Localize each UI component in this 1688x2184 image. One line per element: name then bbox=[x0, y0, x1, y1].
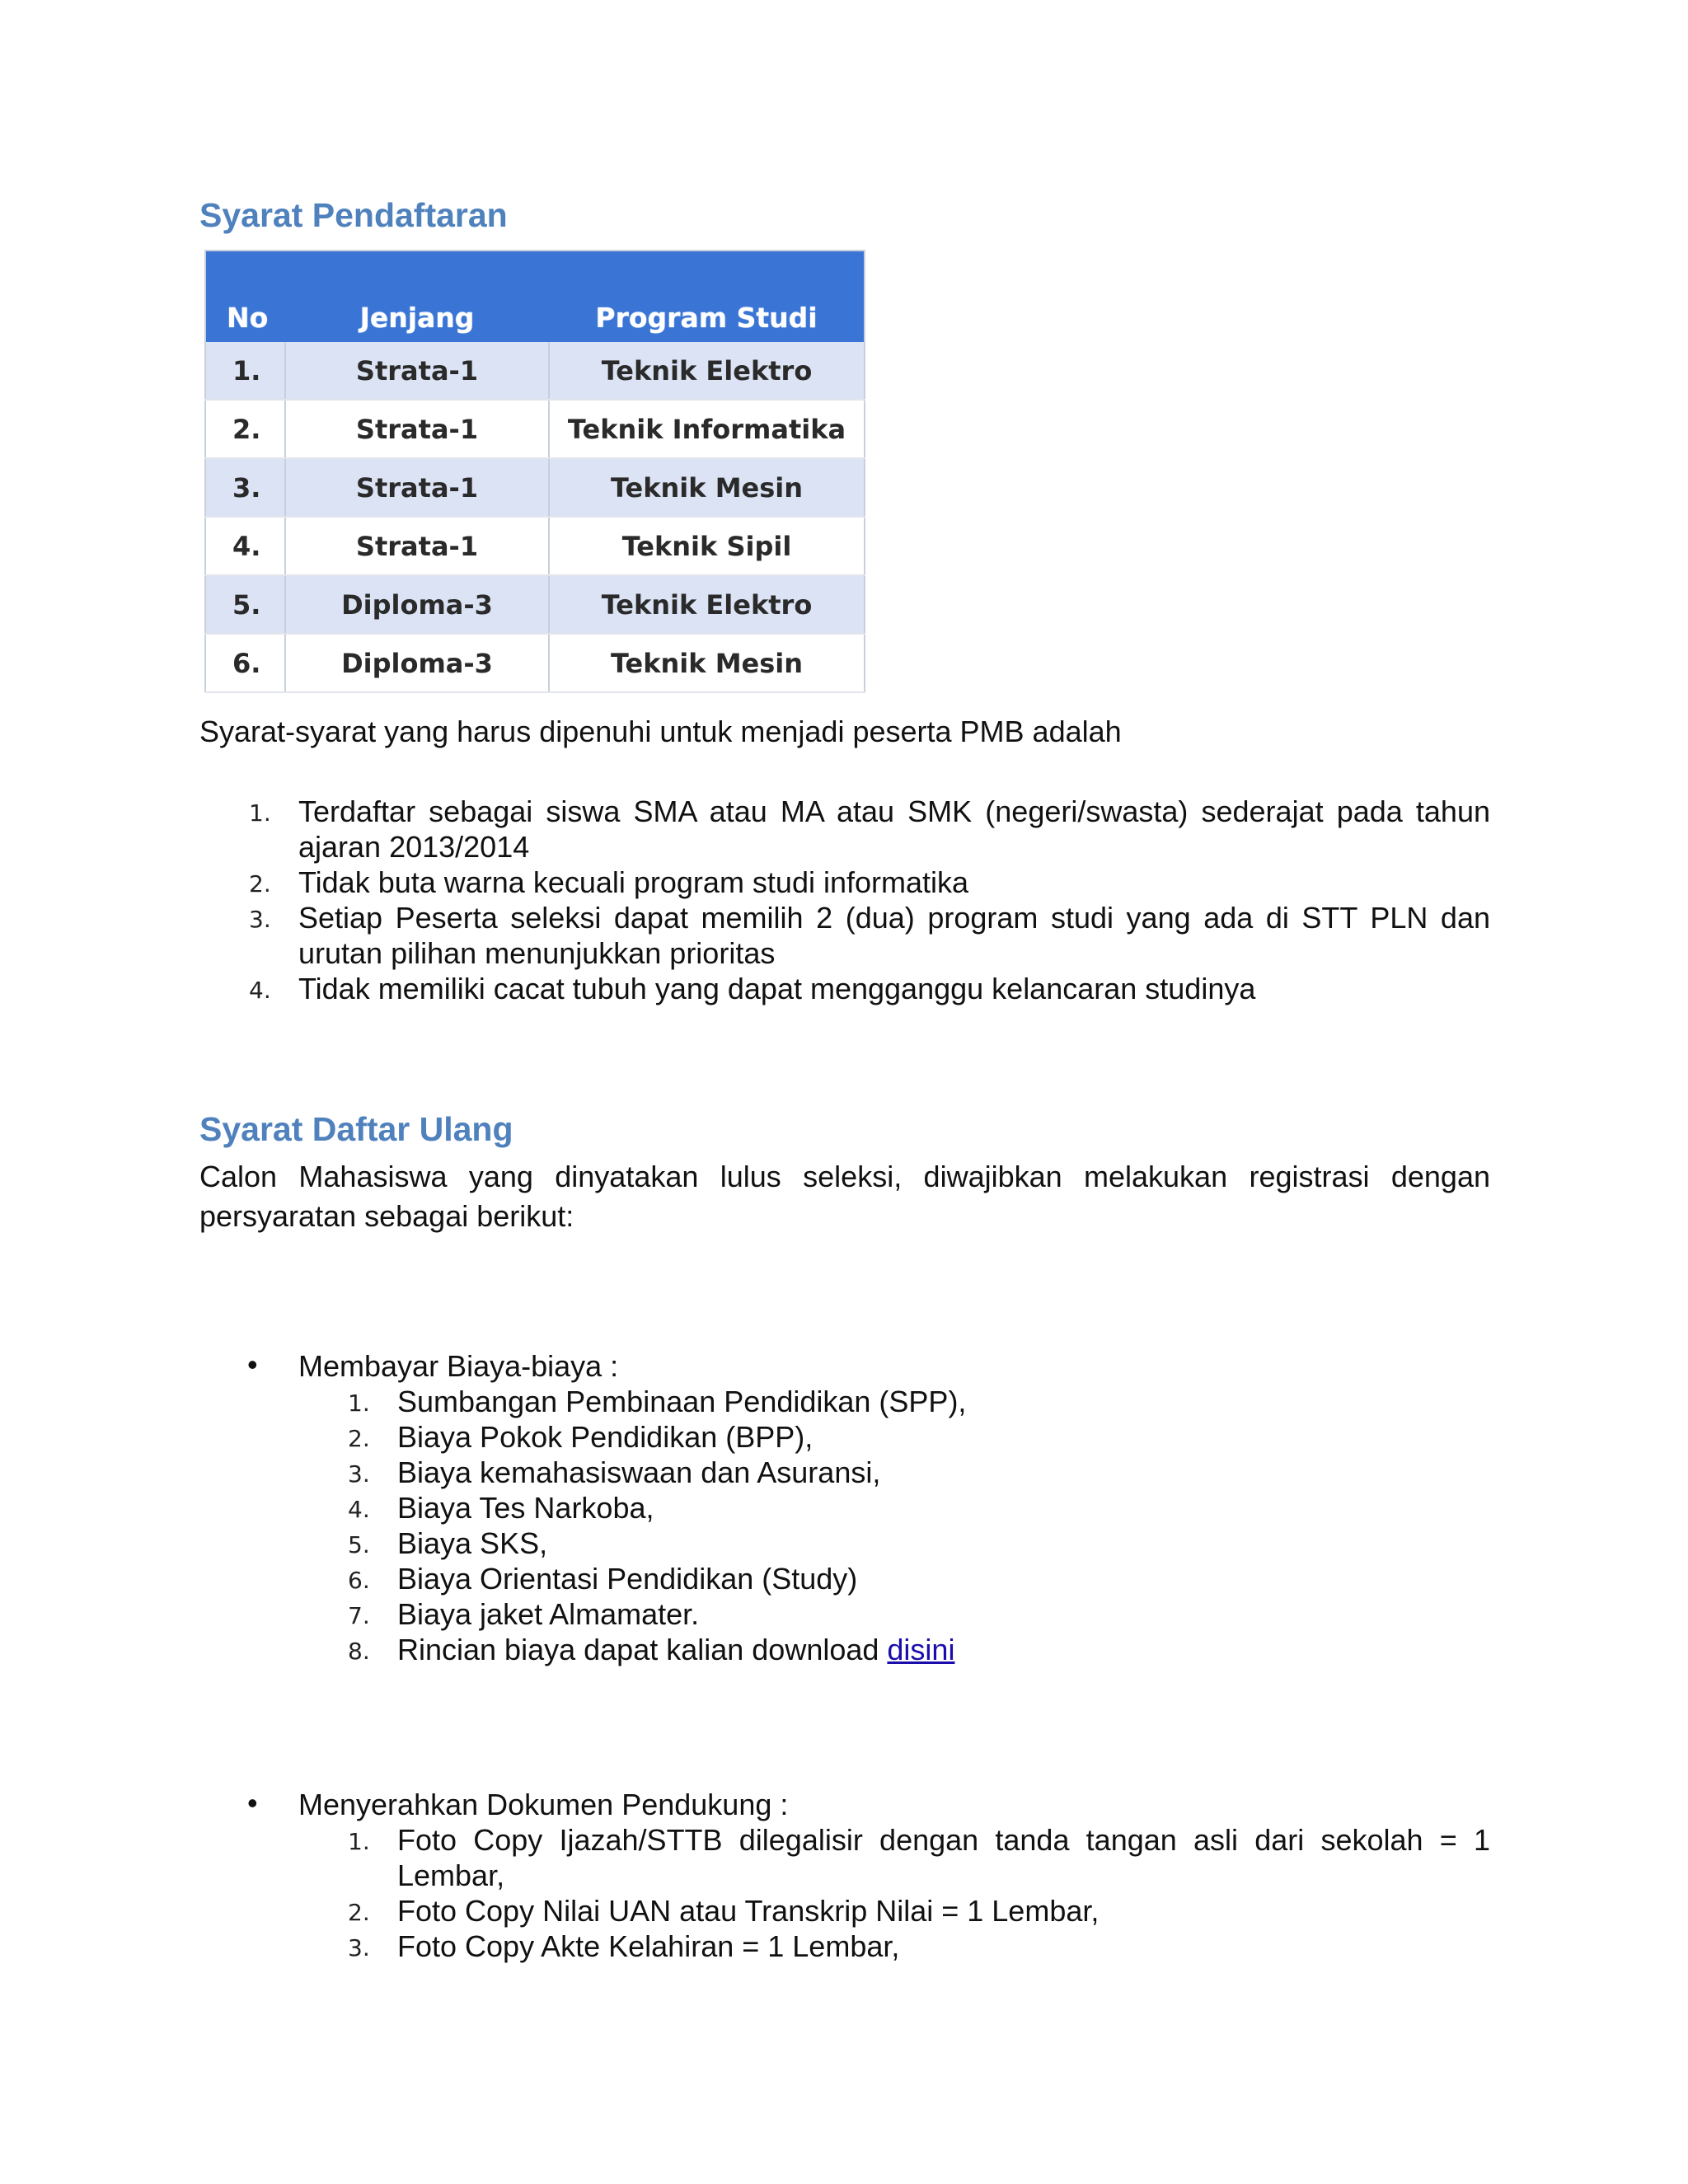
table-header-row bbox=[205, 251, 865, 342]
table-cell-jenjang: Strata-1 bbox=[285, 517, 549, 575]
list-number: 1. bbox=[348, 1828, 370, 1855]
list-item bbox=[298, 1490, 1490, 1526]
registration-intro: Calon Mahasiswa yang dinyatakan lulus seleksi, diwajibkan melakukan registrasi dengan persyaratan sebagai berikut: bbox=[199, 1160, 1490, 1233]
table-cell-no: 2. bbox=[205, 400, 285, 458]
list-number: 8. bbox=[348, 1638, 370, 1665]
table-cell-program-studi: Teknik Elektro bbox=[549, 342, 865, 400]
list-item bbox=[199, 865, 1490, 900]
table-cell-jenjang: Diploma-3 bbox=[285, 575, 549, 634]
list-number: 1. bbox=[348, 1390, 370, 1417]
list-item bbox=[199, 971, 1490, 1006]
list-text: Biaya kemahasiswaan dan Asuransi, bbox=[397, 1455, 881, 1489]
list-number: 4. bbox=[249, 977, 271, 1004]
list-item bbox=[298, 1561, 1490, 1596]
list-text: Tidak memiliki cacat tubuh yang dapat mengganggu kelancaran studinya bbox=[298, 972, 1256, 1005]
table-cell-program-studi: Teknik Mesin bbox=[549, 458, 865, 517]
list-item bbox=[199, 794, 1490, 865]
list-item bbox=[298, 1893, 1490, 1929]
bullet-icon: • bbox=[247, 1347, 258, 1381]
section-title-syarat-pendaftaran: Syarat Pendaftaran bbox=[199, 196, 508, 234]
table-cell-no: 4. bbox=[205, 517, 285, 575]
fees-label: Membayar Biaya-biaya : bbox=[298, 1349, 619, 1383]
list-item bbox=[298, 1632, 1490, 1667]
list-number: 4. bbox=[348, 1496, 370, 1523]
list-text: Foto Copy Akte Kelahiran = 1 Lembar, bbox=[397, 1929, 900, 1963]
list-number: 3. bbox=[249, 906, 271, 933]
table-cell-no: 3. bbox=[205, 458, 285, 517]
list-number: 2. bbox=[348, 1425, 370, 1452]
list-item bbox=[199, 900, 1490, 971]
section-title-syarat-daftar-ulang: Syarat Daftar Ulang bbox=[199, 1110, 513, 1148]
table-row bbox=[205, 342, 865, 400]
list-text: Biaya SKS, bbox=[397, 1526, 548, 1560]
list-text: Terdaftar sebagai siswa SMA atau MA atau SMK (negeri/swasta) sederajat pada tahun ajaran 2013/2014 bbox=[298, 794, 1490, 864]
download-link[interactable]: disini bbox=[887, 1633, 955, 1666]
list-number: 7. bbox=[348, 1602, 370, 1629]
list-item bbox=[298, 1596, 1490, 1632]
requirements-intro: Syarat-syarat yang harus dipenuhi untuk menjadi peserta PMB adalah bbox=[199, 715, 1122, 748]
list-text: Foto Copy Nilai UAN atau Transkrip Nilai = 1 Lembar, bbox=[397, 1894, 1100, 1928]
list-item bbox=[298, 1526, 1490, 1561]
download-text: Rincian biaya dapat kalian download bbox=[397, 1633, 888, 1666]
table-row bbox=[205, 458, 865, 517]
table-cell-program-studi: Teknik Elektro bbox=[549, 575, 865, 634]
list-number: 3. bbox=[348, 1460, 370, 1488]
list-text: Biaya jaket Almamater. bbox=[397, 1597, 700, 1631]
list-text: Setiap Peserta seleksi dapat memilih 2 (dua) program studi yang ada di STT PLN dan urutan pilihan menunjukkan prioritas bbox=[298, 901, 1490, 970]
list-item bbox=[298, 1455, 1490, 1490]
table-row bbox=[205, 634, 865, 692]
table-cell-no: 1. bbox=[205, 342, 285, 400]
table-row bbox=[205, 575, 865, 634]
requirements-list bbox=[199, 794, 1490, 1006]
table-header-jenjang: Jenjang bbox=[285, 251, 549, 342]
program-table bbox=[204, 250, 865, 693]
list-item bbox=[298, 1929, 1490, 1964]
fees-list bbox=[298, 1384, 1490, 1667]
table-cell-jenjang: Strata-1 bbox=[285, 458, 549, 517]
list-text: Sumbangan Pembinaan Pendidikan (SPP), bbox=[397, 1385, 967, 1418]
table-cell-program-studi: Teknik Sipil bbox=[549, 517, 865, 575]
list-number: 2. bbox=[249, 870, 271, 898]
documents-list bbox=[298, 1822, 1490, 1964]
table-cell-jenjang: Diploma-3 bbox=[285, 634, 549, 692]
table-row bbox=[205, 517, 865, 575]
list-number: 2. bbox=[348, 1899, 370, 1926]
list-text: Foto Copy Ijazah/STTB dilegalisir dengan tanda tangan asli dari sekolah = 1 Lembar, bbox=[397, 1823, 1490, 1892]
list-number: 6. bbox=[348, 1567, 370, 1594]
list-text bbox=[397, 1632, 1490, 1667]
table-header-program-studi: Program Studi bbox=[549, 251, 865, 342]
table-cell-no: 5. bbox=[205, 575, 285, 634]
table-header-no: No bbox=[205, 251, 285, 342]
list-text: Biaya Orientasi Pendidikan (Study) bbox=[397, 1562, 858, 1596]
table-cell-jenjang: Strata-1 bbox=[285, 400, 549, 458]
list-number: 1. bbox=[249, 799, 271, 827]
list-number: 5. bbox=[348, 1531, 370, 1558]
table-row bbox=[205, 400, 865, 458]
list-number: 3. bbox=[348, 1934, 370, 1961]
table-cell-program-studi: Teknik Mesin bbox=[549, 634, 865, 692]
bullet-icon: • bbox=[247, 1786, 258, 1820]
list-item bbox=[298, 1822, 1490, 1893]
list-text: Biaya Pokok Pendidikan (BPP), bbox=[397, 1420, 814, 1454]
table-cell-jenjang: Strata-1 bbox=[285, 342, 549, 400]
list-item bbox=[298, 1384, 1490, 1419]
documents-label: Menyerahkan Dokumen Pendukung : bbox=[298, 1788, 789, 1821]
table-cell-no: 6. bbox=[205, 634, 285, 692]
list-text: Tidak buta warna kecuali program studi informatika bbox=[298, 865, 969, 899]
table-cell-program-studi: Teknik Informatika bbox=[549, 400, 865, 458]
list-item bbox=[298, 1419, 1490, 1455]
list-text: Biaya Tes Narkoba, bbox=[397, 1491, 654, 1525]
